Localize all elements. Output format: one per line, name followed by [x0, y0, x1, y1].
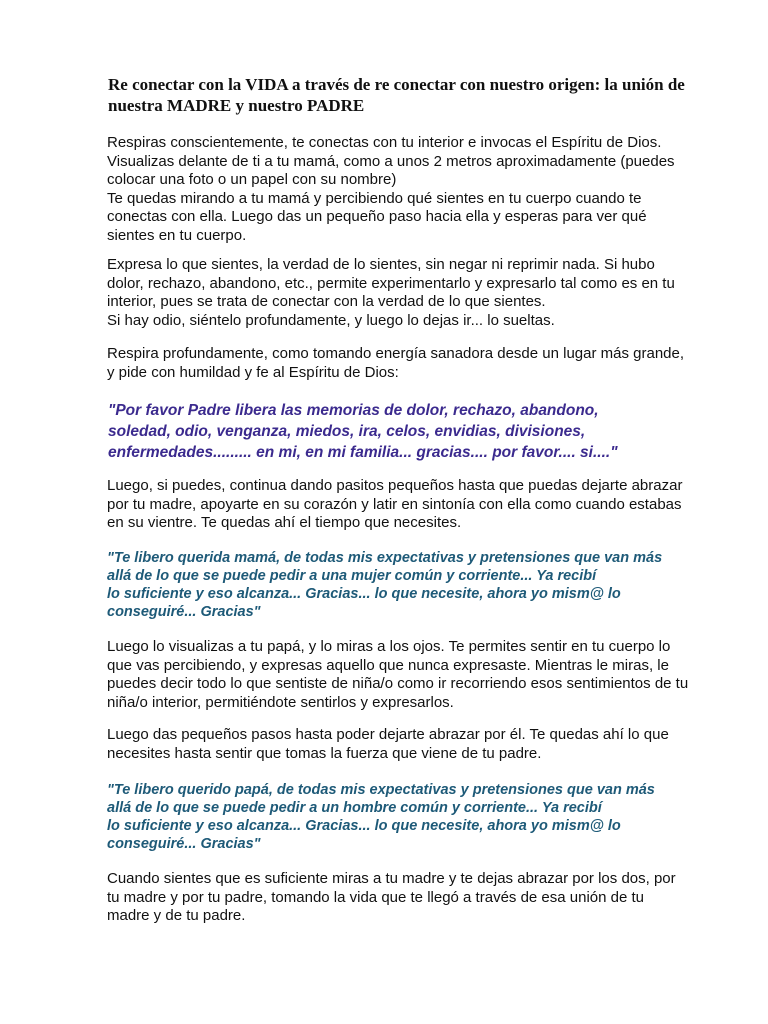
text-line: por tu madre, apoyarte en su corazón y latir en sintonía con ella como cuando estabas	[107, 495, 682, 513]
text-line: Visualizas delante de ti a tu mamá, como a unos 2 metros aproximadamente (puedes	[107, 152, 675, 170]
text-line: Expresa lo que sientes, la verdad de lo sientes, sin negar ni reprimir nada. Si hubo	[107, 256, 655, 273]
quote-line: enfermedades......... en mi, en mi familia... gracias.... por favor.... si...."	[108, 444, 618, 461]
text-line: dolor, rechazo, abandono, etc., permite experimentarlo y expresarlo tal como es en tu	[107, 274, 675, 292]
quote-line: lo suficiente y eso alcanza... Gracias... lo que necesite, ahora yo mism@ lo	[107, 586, 621, 602]
paragraph-breathe	[107, 345, 707, 382]
text-line: necesites hasta sentir que tomas la fuerza que viene de tu padre.	[107, 744, 542, 762]
quote-line: "Te libero querido papá, de todas mis expectativas y pretensiones que van más	[107, 782, 655, 798]
quote-line: allá de lo que se puede pedir a una mujer común y corriente... Ya recibí	[107, 568, 597, 584]
quote-line: conseguiré... Gracias"	[107, 604, 261, 620]
mother-affirmation-quote	[107, 549, 707, 621]
quote-line: "Te libero querida mamá, de todas mis expectativas y pretensiones que van más	[107, 550, 663, 566]
text-line: sientes en tu cuerpo.	[107, 226, 247, 244]
text-line: que vas percibiendo, y expresas aquello que nunca expresaste. Mientras le miras, le	[107, 656, 669, 674]
text-line: en su vientre. Te quedas ahí el tiempo que necesites.	[107, 514, 462, 531]
text-line: colocar una foto o un papel con su nombre)	[107, 171, 397, 188]
quote-line: soledad, odio, venganza, miedos, ira, celos, envidias, divisiones,	[108, 423, 586, 440]
quote-line: conseguiré... Gracias"	[107, 836, 261, 852]
text-line: madre y de tu padre.	[107, 907, 246, 924]
paragraph-intro	[107, 134, 707, 245]
title-line: Re conectar con la VIDA a través de re conectar con nuestro origen: la unión de	[108, 75, 685, 94]
paragraph-closing	[107, 870, 707, 926]
text-line: conectas con ella. Luego das un pequeño paso hacia ella y esperas para ver qué	[107, 208, 647, 225]
text-line: tu madre y por tu padre, tomando la vida que te llegó a través de esa unión de tu	[107, 888, 645, 906]
title-line: nuestra MADRE y nuestro PADRE	[108, 96, 365, 115]
document-title	[108, 74, 708, 116]
text-line: Respira profundamente, como tomando energía sanadora desde un lugar más grande,	[107, 345, 685, 362]
paragraph-father-embrace	[107, 726, 707, 763]
paragraph-father	[107, 638, 707, 712]
quote-line: allá de lo que se puede pedir a un hombre común y corriente... Ya recibí	[107, 800, 602, 816]
text-line: Te quedas mirando a tu mamá y percibiendo qué sientes en tu cuerpo cuando te	[107, 189, 642, 207]
text-line: Luego, si puedes, continua dando pasitos pequeños hasta que puedas dejarte abrazar	[107, 477, 683, 494]
text-line: niña/o interior, permitiéndote sentirlos y expresarlos.	[107, 693, 454, 711]
text-line: Respiras conscientemente, te conectas con tu interior e invocas el Espíritu de Dios.	[107, 134, 662, 151]
paragraph-express	[107, 256, 707, 330]
text-line: Cuando sientes que es suficiente miras a tu madre y te dejas abrazar por los dos, por	[107, 870, 676, 887]
text-line: Luego lo visualizas a tu papá, y lo miras a los ojos. Te permites sentir en tu cuerpo lo	[107, 638, 671, 655]
quote-line: "Por favor Padre libera las memorias de dolor, rechazo, abandono,	[108, 402, 599, 419]
text-line: interior, pues se trata de conectar con la verdad de lo que sientes.	[107, 293, 546, 310]
text-line: puedes decir todo lo que sentiste de niña/o como ir recorriendo esos sentimientos de tu	[107, 675, 689, 692]
father-affirmation-quote	[107, 781, 707, 853]
prayer-quote	[108, 400, 708, 463]
paragraph-mother-embrace	[107, 477, 707, 533]
text-line: Luego das pequeños pasos hasta poder dejarte abrazar por él. Te quedas ahí lo que	[107, 726, 669, 743]
quote-line: lo suficiente y eso alcanza... Gracias... lo que necesite, ahora yo mism@ lo	[107, 818, 621, 834]
text-line: y pide con humildad y fe al Espíritu de Dios:	[107, 363, 399, 381]
text-line: Si hay odio, siéntelo profundamente, y luego lo dejas ir... lo sueltas.	[107, 311, 555, 329]
